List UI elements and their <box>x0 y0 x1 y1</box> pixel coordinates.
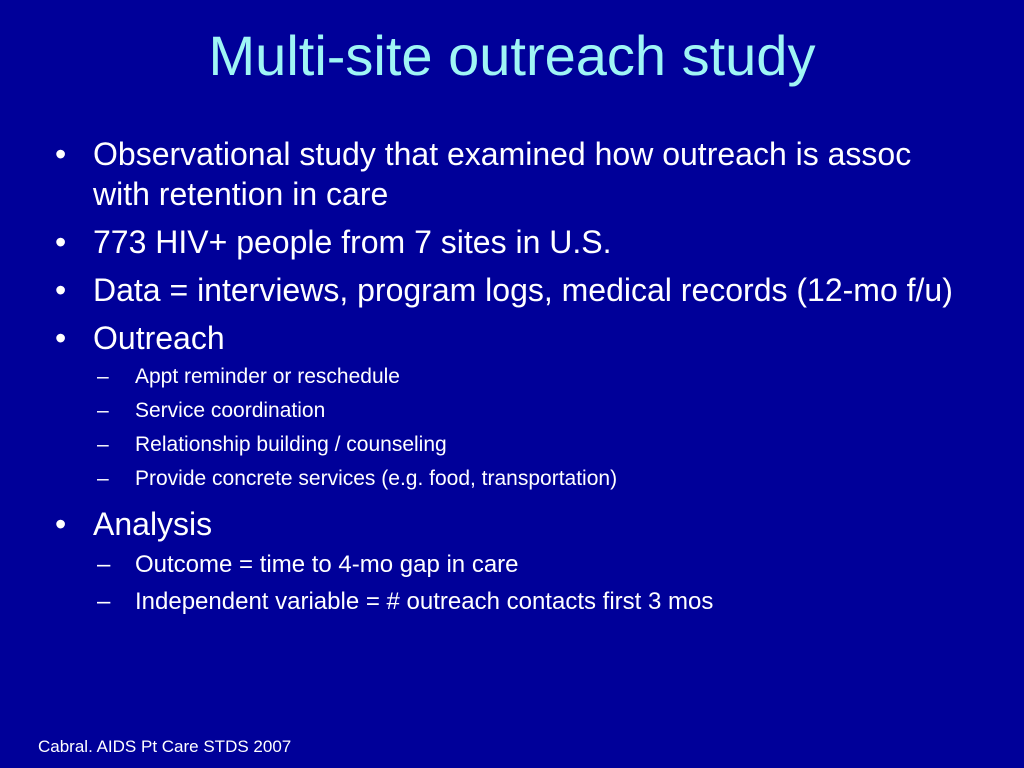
dash-glyph: – <box>97 433 109 456</box>
sub-bullet-item <box>91 428 975 462</box>
bullet-text: Analysis <box>93 506 213 542</box>
sub-bullet-list <box>91 360 975 496</box>
sub-bullet-text: Outcome = time to 4-mo gap in care <box>135 551 519 578</box>
bullet-item <box>55 504 975 620</box>
sub-bullet-text: Provide concrete services (e.g. food, transportation) <box>135 467 618 490</box>
bullet-text: 773 HIV+ people from 7 sites in U.S. <box>93 224 612 260</box>
bullet-text: Data = interviews, program logs, medical records (12-mo f/u) <box>93 272 953 308</box>
dash-glyph: – <box>97 399 109 422</box>
sub-bullet-item <box>91 462 975 496</box>
bullet-list <box>55 134 975 628</box>
sub-bullet-text: Relationship building / counseling <box>135 433 447 456</box>
sub-bullet-text: Independent variable = # outreach contacts first 3 mos <box>135 588 714 615</box>
dash-glyph: – <box>97 551 111 578</box>
bullet-glyph: • <box>55 320 67 356</box>
sub-bullet-item <box>91 546 975 583</box>
sub-bullet-item <box>91 394 975 428</box>
dash-glyph: – <box>97 365 109 388</box>
bullet-text: Observational study that examined how outreach is assoc with retention in care <box>93 136 912 212</box>
sub-bullet-list <box>91 546 975 620</box>
sub-bullet-item <box>91 583 975 620</box>
bullet-glyph: • <box>55 136 67 172</box>
bullet-glyph: • <box>55 224 67 260</box>
bullet-item <box>55 318 975 496</box>
dash-glyph: – <box>97 467 109 490</box>
bullet-glyph: • <box>55 272 67 308</box>
bullet-item <box>55 270 975 310</box>
dash-glyph: – <box>97 588 111 615</box>
sub-bullet-text: Appt reminder or reschedule <box>135 365 400 388</box>
slide-title: Multi-site outreach study <box>208 24 816 87</box>
bullet-glyph: • <box>55 506 67 542</box>
bullet-text: Outreach <box>93 320 225 356</box>
citation-footer: Cabral. AIDS Pt Care STDS 2007 <box>38 737 292 756</box>
bullet-item <box>55 222 975 262</box>
sub-bullet-text: Service coordination <box>135 399 326 422</box>
bullet-item <box>55 134 975 214</box>
sub-bullet-item <box>91 360 975 394</box>
